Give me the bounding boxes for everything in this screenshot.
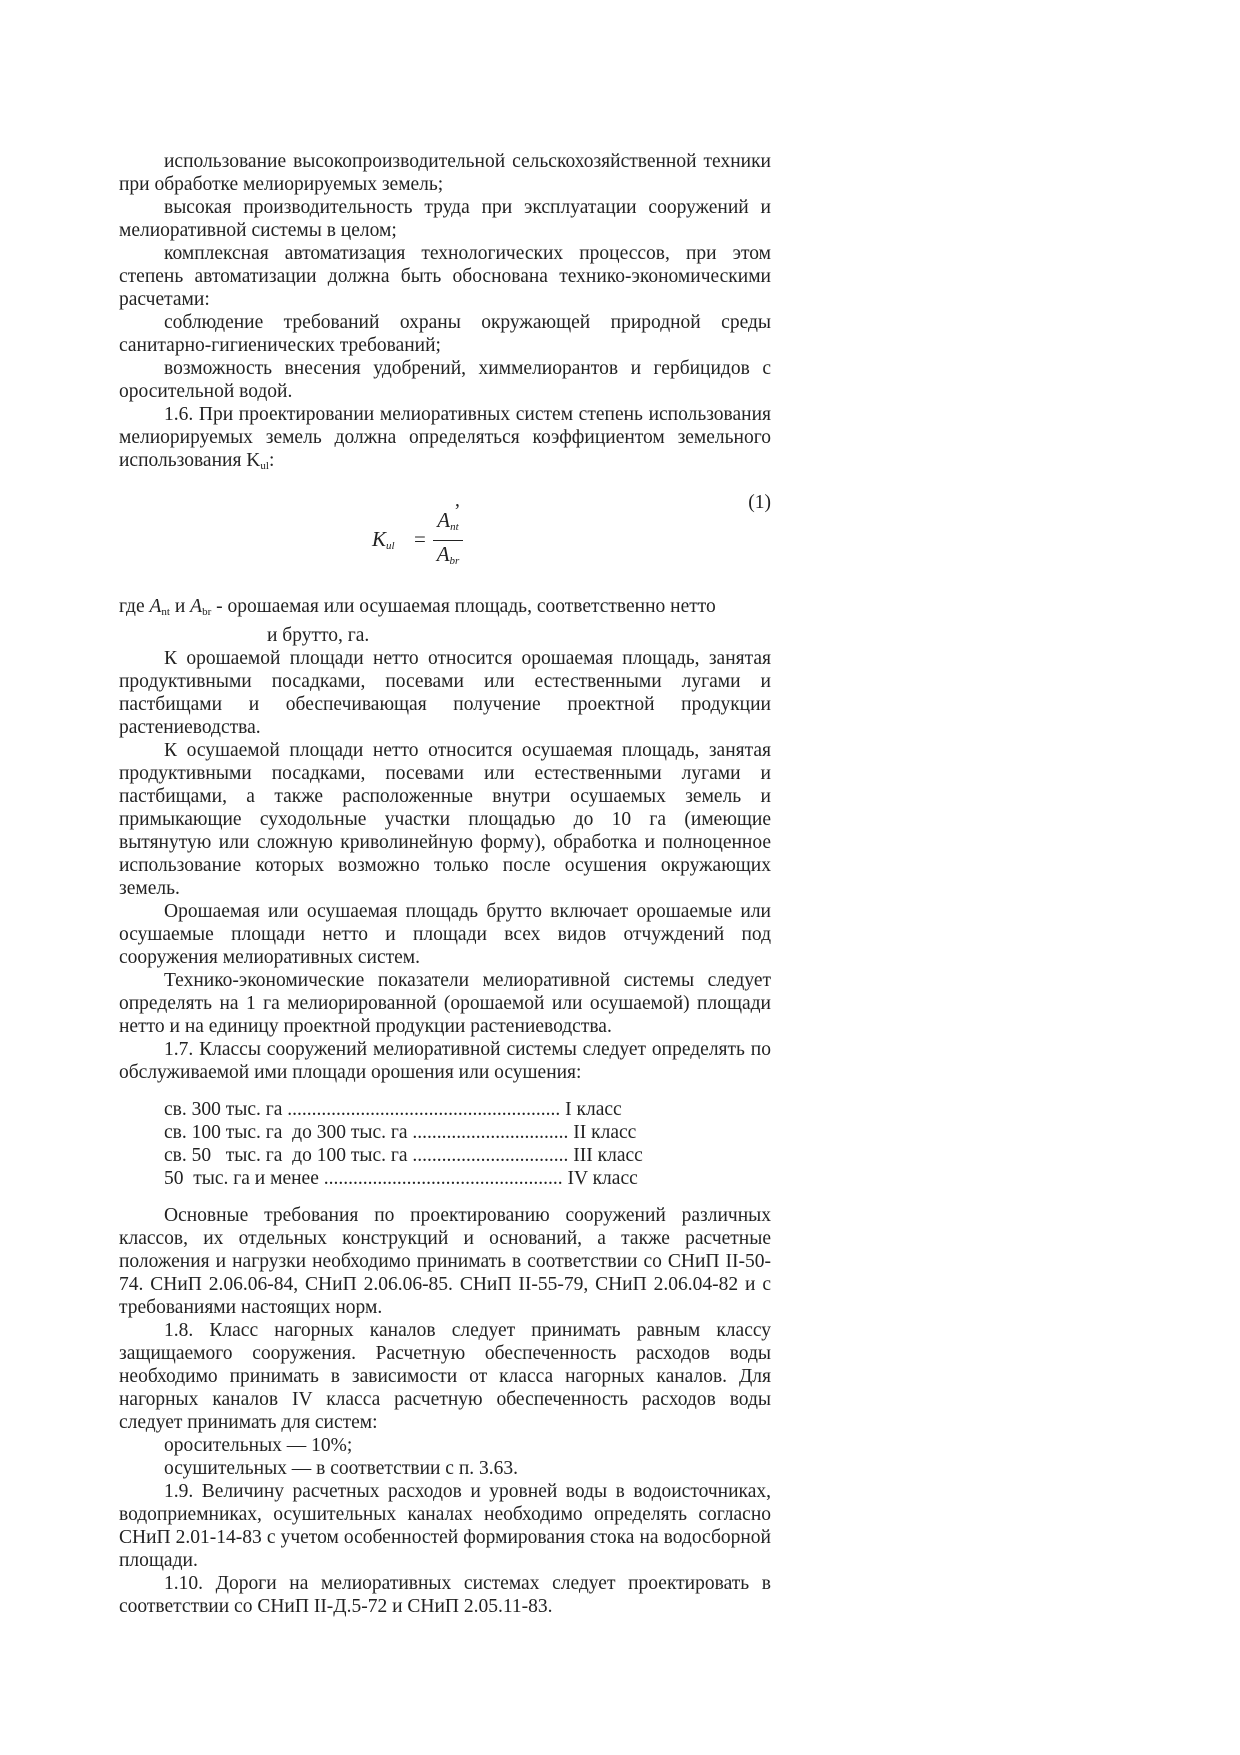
- paragraph-1-10: 1.10. Дороги на мелиоративных системах следует проектировать в соответствии со СНиП II-Д.5-72 и СНиП 2.05.11-83.: [119, 1573, 771, 1617]
- formula-lhs-symbol: K: [372, 527, 387, 551]
- kul-subscript: ul: [260, 460, 269, 472]
- paragraph-1-9: 1.9. Величину расчетных расходов и уровней воды в водоисточниках, водоприемниках, осушительных каналах необходимо определять согласно СНиП 2.01-14-83 с учетом особенностей формирования стока на водосборной площади.: [119, 1481, 771, 1571]
- formula-comma: ,: [455, 490, 460, 511]
- denominator-symbol: A: [436, 542, 450, 566]
- document-page: [119, 150, 771, 1618]
- formula-denominator: [433, 542, 463, 573]
- paragraph: Основные требования по проектированию сооружений различных классов, их отдельных конструкций и оснований, а также расчетные положения и нагрузки необходимо принимать в соответствии со СНиП II-50-74. СНиП 2.06.06-84, СНиП 2.06.06-85. СНиП II-55-79, СНиП 2.06.04-82 и с требованиями настоящих норм.: [119, 1205, 771, 1318]
- where-a1-sub: nt: [161, 606, 170, 618]
- paragraph: использование высокопроизводительной сельскохозяйственной техники при обработке мелиорируемых земель;: [119, 151, 771, 195]
- class-list-item: св. 100 тыс. га до 300 тыс. га ................................ II класс: [164, 1122, 637, 1143]
- class-list: [164, 1098, 771, 1190]
- formula-where-continuation: и брутто, га.: [267, 625, 370, 646]
- class-list-item: св. 50 тыс. га до 100 тыс. га ................................ III класс: [164, 1145, 643, 1166]
- formula-numerator: [433, 508, 463, 539]
- where-a1: A: [149, 596, 162, 617]
- fraction-bar: [433, 540, 463, 541]
- formula-block: [119, 491, 771, 585]
- paragraph-1-8: 1.8. Класс нагорных каналов следует принимать равным классу защищаемого сооружения. Расчетную обеспеченность расходов воды необходимо принимать в зависимости от класса нагорных каналов. Для нагорных каналов IV класса расчетную обеспеченность расходов воды следует принимать для систем:: [119, 1320, 771, 1433]
- list-line: оросительных — 10%;: [164, 1435, 353, 1456]
- paragraph: комплексная автоматизация технологических процессов, при этом степень автоматизации должна быть обоснована технико-экономическими расчетами:: [119, 243, 771, 310]
- formula-lhs: [372, 528, 395, 558]
- class-list-item: св. 300 тыс. га ........................................................ I класс: [164, 1099, 622, 1120]
- formula-lhs-subscript: ul: [386, 540, 395, 552]
- formula-number: (1): [748, 492, 771, 513]
- denominator-subscript: br: [449, 555, 460, 567]
- class-list-item: 50 тыс. га и менее ................................................. IV класс: [164, 1168, 638, 1189]
- paragraph-1-7: 1.7. Классы сооружений мелиоративной системы следует определять по обслуживаемой ими площади орошения или осушения:: [119, 1039, 771, 1083]
- formula-equals: =: [414, 527, 426, 551]
- where-and: и: [169, 596, 191, 617]
- paragraph: К орошаемой площади нетто относится орошаемая площадь, занятая продуктивными посадками, посевами или естественными лугами и пастбищами и обеспечивающая получение проектной продукции растениеводства.: [119, 648, 771, 738]
- paragraph-1-6: [119, 403, 771, 478]
- paragraph: Технико-экономические показатели мелиоративной системы следует определять на 1 га мелиорированной (орошаемой или осушаемой) площади нетто и на единицу проектной продукции растениеводства.: [119, 970, 771, 1037]
- paragraph: соблюдение требований охраны окружающей природной среды санитарно-гигиенических требований;: [119, 312, 771, 356]
- paragraph-1-6-text: 1.6. При проектировании мелиоративных систем степень использования мелиорируемых земель должна определяться коэффициентом земельного использования K: [119, 404, 771, 471]
- list-line: осушительных — в соответствии с п. 3.63.: [164, 1458, 519, 1479]
- where-a2: A: [190, 596, 203, 617]
- where-prefix: где: [119, 596, 150, 617]
- paragraph: возможность внесения удобрений, химмелиорантов и гербицидов с оросительной водой.: [119, 358, 771, 402]
- paragraph: высокая производительность труда при эксплуатации сооружений и мелиоративной системы в целом;: [119, 197, 771, 241]
- where-rest: - орошаемая или осушаемая площадь, соответственно нетто: [211, 596, 716, 617]
- numerator-symbol: A: [437, 508, 451, 532]
- paragraph: К осушаемой площади нетто относится осушаемая площадь, занятая продуктивными посадками, посевами или естественными лугами и пастбищами, а также расположенные внутри осушаемых земель и примыкающие суходольные участки площадью до 10 га (имеющие вытянутую или сложную криволинейную форму), обработка и полноценное использование которых возможно только после осушения окружающих земель.: [119, 740, 771, 899]
- paragraph-1-6-end: :: [268, 450, 275, 471]
- paragraph: Орошаемая или осушаемая площадь брутто включает орошаемые или осушаемые площади нетто и площади всех видов отчуждений под сооружения мелиоративных систем.: [119, 901, 771, 968]
- numerator-subscript: nt: [450, 521, 459, 533]
- formula-where: [119, 595, 771, 624]
- formula-fraction: [433, 508, 463, 573]
- where-a2-sub: br: [202, 606, 212, 618]
